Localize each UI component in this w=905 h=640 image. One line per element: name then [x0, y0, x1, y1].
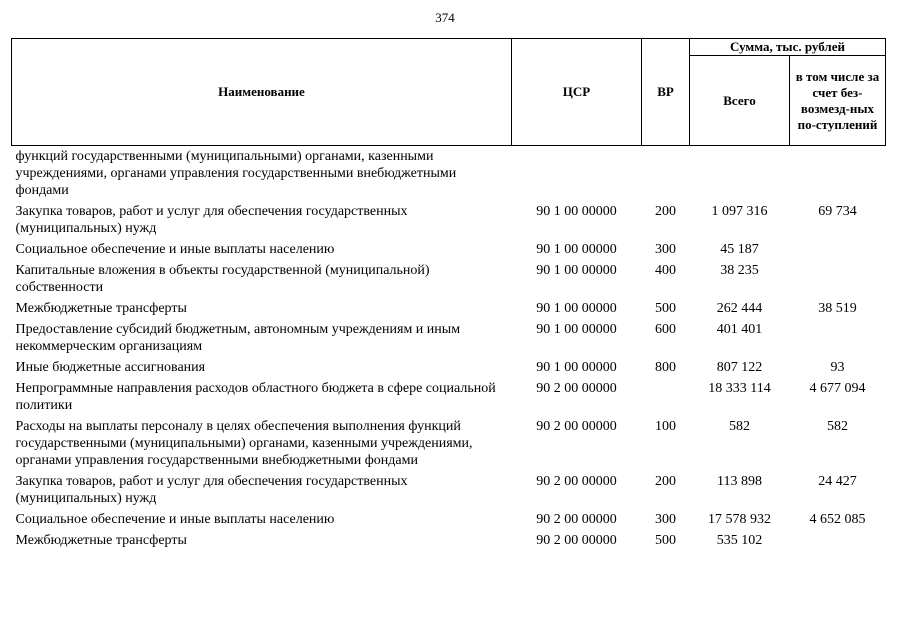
row-vr: 800 — [655, 360, 676, 375]
row-free: 38 519 — [818, 301, 857, 316]
row-csr: 90 1 00 00000 — [536, 301, 617, 316]
row-free — [790, 146, 886, 201]
row-total: 582 — [729, 419, 750, 434]
header-free: в том числе за счет без-возмезд-ных по-ступлений — [790, 56, 886, 146]
table-row — [12, 508, 886, 529]
row-vr: 500 — [655, 301, 676, 316]
header-total: Всего — [690, 56, 790, 146]
row-csr: 90 1 00 00000 — [536, 360, 617, 375]
row-vr — [642, 146, 690, 201]
header-sum-group: Сумма, тыс. рублей — [690, 39, 886, 56]
row-csr: 90 1 00 00000 — [536, 322, 617, 337]
row-total: 38 235 — [720, 263, 759, 278]
row-csr: 90 2 00 00000 — [536, 381, 617, 396]
row-name: Непрограммные направления расходов областного бюджета в сфере социальной политики — [15, 381, 496, 413]
table-row — [12, 377, 886, 415]
row-free: 582 — [827, 419, 848, 434]
table-row — [12, 356, 886, 377]
row-csr: 90 2 00 00000 — [536, 512, 617, 527]
row-total: 17 578 932 — [708, 512, 771, 527]
row-name: Межбюджетные трансферты — [15, 533, 187, 548]
row-total: 535 102 — [716, 533, 763, 548]
row-csr: 90 2 00 00000 — [536, 419, 617, 434]
page-number: 374 — [435, 10, 455, 25]
row-csr: 90 2 00 00000 — [536, 474, 617, 489]
table-header — [12, 39, 886, 146]
budget-table — [11, 38, 886, 550]
row-free: 93 — [830, 360, 845, 375]
row-name: Расходы на выплаты персоналу в целях обеспечения выполнения функций государственными (муниципальными) органами, казенными учреждениями, органами управления государственными внебюджетными фондами — [15, 419, 473, 468]
row-free: 4 652 085 — [809, 512, 866, 527]
row-total: 807 122 — [716, 360, 763, 375]
row-name: Закупка товаров, работ и услуг для обеспечения государственных (муниципальных) нужд — [15, 204, 408, 236]
table-row — [12, 529, 886, 550]
row-name: Закупка товаров, работ и услуг для обеспечения государственных (муниципальных) нужд — [15, 474, 408, 506]
row-name: Предоставление субсидий бюджетным, автономным учреждениям и иным некоммерческим организациям — [15, 322, 461, 354]
row-free — [790, 529, 886, 550]
row-vr: 200 — [655, 204, 676, 219]
row-vr: 200 — [655, 474, 676, 489]
row-free — [790, 238, 886, 259]
header-name: Наименование — [12, 39, 512, 146]
row-name: Межбюджетные трансферты — [15, 301, 187, 316]
header-vr: ВР — [642, 39, 690, 146]
table-row — [12, 470, 886, 508]
row-free — [790, 259, 886, 297]
row-total: 1 097 316 — [711, 204, 768, 219]
table-row — [12, 297, 886, 318]
row-csr: 90 1 00 00000 — [536, 204, 617, 219]
table-row — [12, 259, 886, 297]
row-vr: 600 — [655, 322, 676, 337]
row-csr: 90 1 00 00000 — [536, 263, 617, 278]
row-csr: 90 1 00 00000 — [536, 242, 617, 257]
row-csr — [512, 146, 642, 201]
row-total — [690, 146, 790, 201]
row-vr: 300 — [655, 512, 676, 527]
row-total: 18 333 114 — [708, 381, 771, 396]
table-body — [12, 146, 886, 551]
row-name: Социальное обеспечение и иные выплаты населению — [15, 242, 335, 257]
row-free: 69 734 — [818, 204, 857, 219]
table-row — [12, 415, 886, 470]
row-name: Социальное обеспечение и иные выплаты населению — [15, 512, 335, 527]
row-free: 24 427 — [818, 474, 857, 489]
row-free: 4 677 094 — [809, 381, 866, 396]
table-row — [12, 146, 886, 201]
row-total: 262 444 — [716, 301, 763, 316]
row-free — [790, 318, 886, 356]
table-row — [12, 318, 886, 356]
row-name: Капитальные вложения в объекты государственной (муниципальной) собственности — [15, 263, 430, 295]
row-total: 45 187 — [720, 242, 759, 257]
table-row — [12, 238, 886, 259]
row-name: функций государственными (муниципальными) органами, казенными учреждениями, органами управления государственными внебюджетными фондами — [15, 149, 457, 198]
row-vr — [642, 377, 690, 415]
header-csr: ЦСР — [512, 39, 642, 146]
row-total: 113 898 — [717, 474, 762, 489]
row-vr: 300 — [655, 242, 676, 257]
row-vr: 500 — [655, 533, 676, 548]
row-csr: 90 2 00 00000 — [536, 533, 617, 548]
row-total: 401 401 — [716, 322, 763, 337]
table-row — [12, 200, 886, 238]
row-vr: 100 — [655, 419, 676, 434]
row-vr: 400 — [655, 263, 676, 278]
row-name: Иные бюджетные ассигнования — [15, 360, 206, 375]
